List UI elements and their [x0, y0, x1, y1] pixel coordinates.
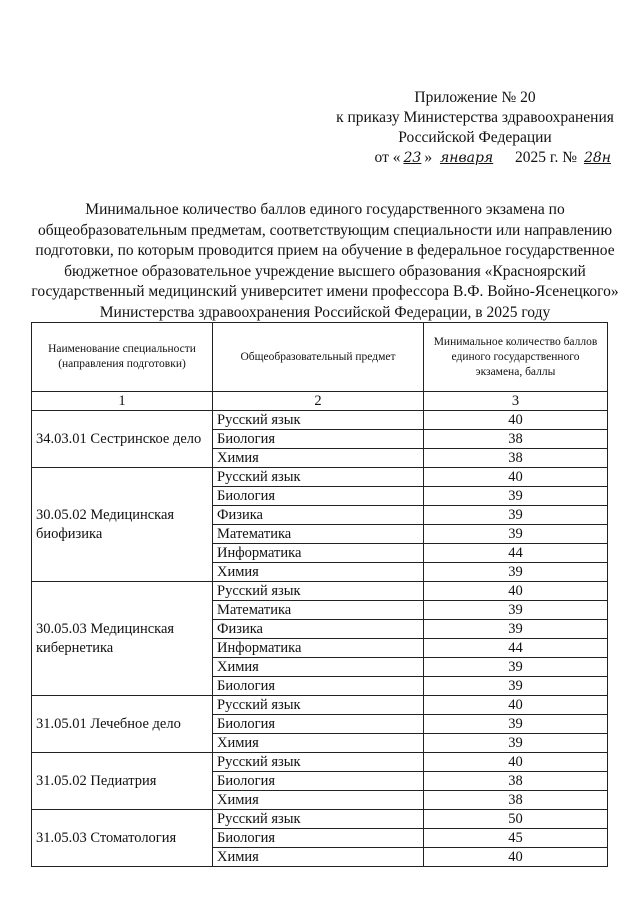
subject: Физика — [213, 620, 424, 639]
subject: Химия — [213, 791, 424, 810]
subject: Информатика — [213, 639, 424, 658]
header-specialty: Наименование специальности (направления подготовки) — [32, 323, 213, 392]
handwritten-order-number: 28н — [583, 150, 611, 166]
ministry-country: Российской Федерации — [398, 129, 552, 146]
header-subject: Общеобразовательный предмет — [213, 323, 424, 392]
subject: Математика — [213, 601, 424, 620]
subject: Биология — [213, 715, 424, 734]
min-score: 38 — [424, 772, 608, 791]
document-title: Минимальное количество баллов единого государственного экзамена по общеобразовательным предметам, соответствующим специальности или направлению подготовки, по которым проводится прием на обучение в федеральное государственное бюджетное образовательное учреждение высшего образования «Красноярский государственный медицинский университет имени профессора В.Ф. Войно-Ясенецкого» Министерства здравоохранения Российской Федерации, в 2025 году — [31, 201, 619, 321]
subject: Биология — [213, 677, 424, 696]
subject: Химия — [213, 734, 424, 753]
subject: Биология — [213, 487, 424, 506]
min-score: 45 — [424, 829, 608, 848]
min-score: 39 — [424, 601, 608, 620]
min-score: 40 — [424, 468, 608, 487]
min-score: 44 — [424, 544, 608, 563]
column-index: 2 — [213, 392, 424, 411]
min-score: 40 — [424, 411, 608, 430]
order-date-line — [330, 148, 620, 168]
specialty-name: 30.05.03 Медицинская кибернетика — [32, 582, 213, 696]
subject: Биология — [213, 772, 424, 791]
min-score: 40 — [424, 582, 608, 601]
min-score: 40 — [424, 848, 608, 867]
table-row — [32, 696, 608, 715]
table-row — [32, 468, 608, 487]
handwritten-day: 23 — [403, 150, 422, 166]
min-score: 40 — [424, 753, 608, 772]
subject: Русский язык — [213, 810, 424, 829]
specialty-name: 34.03.01 Сестринское дело — [32, 411, 213, 468]
order-reference: к приказу Министерства здравоохранения — [336, 109, 614, 126]
min-score: 38 — [424, 449, 608, 468]
subject: Физика — [213, 506, 424, 525]
min-score: 39 — [424, 525, 608, 544]
min-score: 39 — [424, 506, 608, 525]
min-score: 38 — [424, 791, 608, 810]
subject: Биология — [213, 829, 424, 848]
subject: Биология — [213, 430, 424, 449]
appendix-number: Приложение № 20 — [414, 89, 536, 106]
subject: Математика — [213, 525, 424, 544]
subject: Химия — [213, 658, 424, 677]
subject: Русский язык — [213, 582, 424, 601]
min-score: 44 — [424, 639, 608, 658]
subject: Информатика — [213, 544, 424, 563]
subject: Химия — [213, 848, 424, 867]
subject: Русский язык — [213, 696, 424, 715]
min-score: 39 — [424, 620, 608, 639]
specialty-name: 30.05.02 Медицинская биофизика — [32, 468, 213, 582]
min-score: 39 — [424, 715, 608, 734]
min-score: 40 — [424, 696, 608, 715]
date-quote: » — [424, 149, 433, 166]
min-score: 50 — [424, 810, 608, 829]
year-text: 2025 г. № — [515, 149, 578, 166]
min-score: 39 — [424, 734, 608, 753]
table-row — [32, 582, 608, 601]
table-row — [32, 411, 608, 430]
subject: Русский язык — [213, 468, 424, 487]
handwritten-month: января — [439, 150, 494, 166]
table-row — [32, 753, 608, 772]
min-score: 39 — [424, 563, 608, 582]
min-score: 39 — [424, 677, 608, 696]
min-score: 39 — [424, 658, 608, 677]
column-index: 3 — [424, 392, 608, 411]
header-min-score: Минимальное количество баллов единого государственного экзамена, баллы — [424, 323, 608, 392]
subject: Русский язык — [213, 753, 424, 772]
specialty-name: 31.05.03 Стоматология — [32, 810, 213, 867]
min-score: 38 — [424, 430, 608, 449]
specialty-name: 31.05.01 Лечебное дело — [32, 696, 213, 753]
min-scores-table — [31, 322, 608, 867]
table-row — [32, 810, 608, 829]
min-score: 39 — [424, 487, 608, 506]
specialty-name: 31.05.02 Педиатрия — [32, 753, 213, 810]
column-index: 1 — [32, 392, 213, 411]
date-prefix: от « — [374, 149, 401, 166]
subject: Химия — [213, 449, 424, 468]
subject: Химия — [213, 563, 424, 582]
subject: Русский язык — [213, 411, 424, 430]
approval-stamp — [330, 88, 620, 168]
